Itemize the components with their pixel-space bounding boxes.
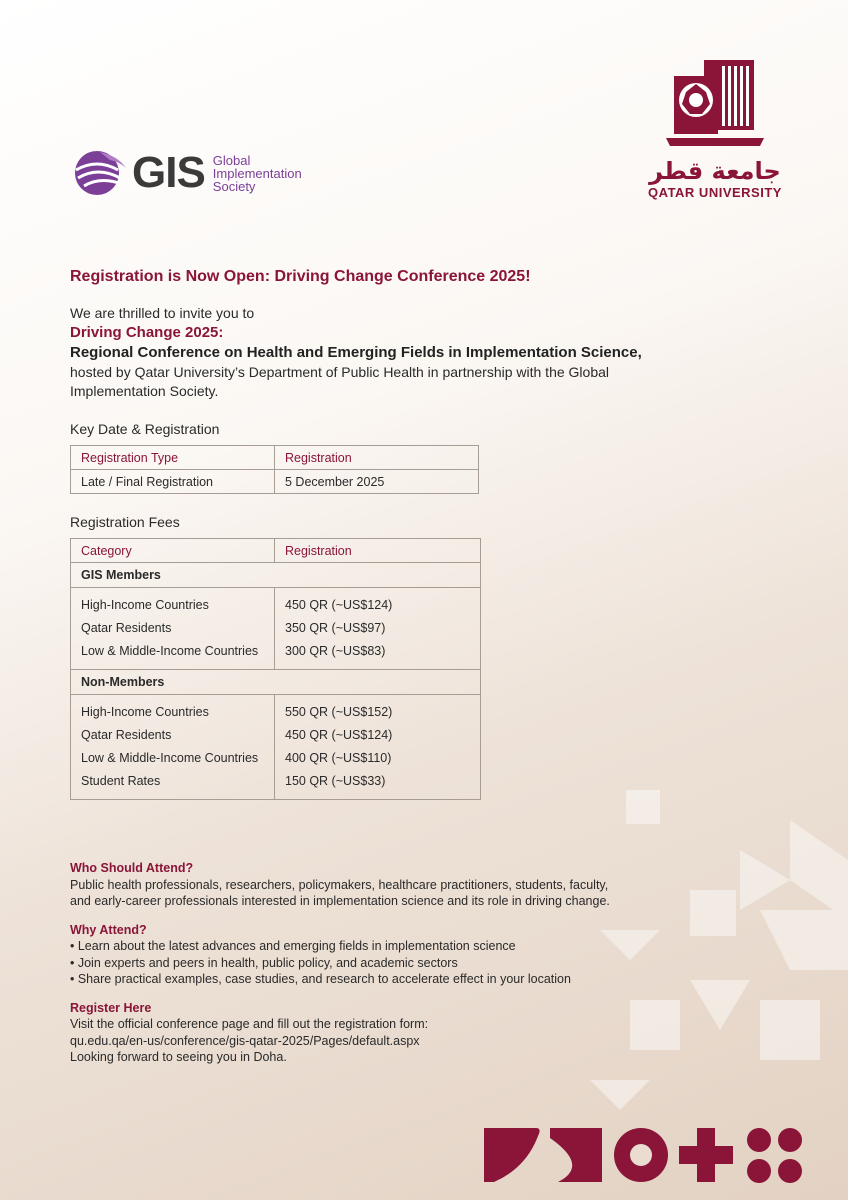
gis-full-name: Global Implementation Society [212, 152, 302, 194]
category: Qatar Residents [81, 728, 172, 742]
table-row [71, 588, 481, 670]
registration-date: 5 December 2025 [275, 470, 479, 494]
register-section [70, 1000, 670, 1066]
conference-name: Driving Change 2025: [70, 324, 224, 341]
table-header: Registration [275, 446, 479, 470]
main-content [70, 268, 650, 800]
who-section [70, 860, 670, 910]
why-section [70, 922, 670, 988]
conference-subtitle: Regional Conference on Health and Emerging Fields in Implementation Science, [70, 344, 642, 361]
category: High-Income Countries [81, 598, 209, 612]
group-row-non-members [71, 670, 481, 695]
fee: 150 QR (~US$33) [285, 774, 386, 788]
category-cell [71, 588, 275, 670]
fees-label: Registration Fees [70, 514, 180, 530]
key-dates-label: Key Date & Registration [70, 421, 220, 437]
who-line: and early-career professionals interested in implementation science and its role in driving change. [70, 894, 610, 908]
qatar-university-logo [640, 56, 790, 200]
category: Low & Middle-Income Countries [81, 644, 259, 658]
fee: 550 QR (~US$152) [285, 705, 393, 719]
table-header-row [71, 539, 481, 563]
fee: 300 QR (~US$83) [285, 644, 386, 658]
register-instruction: Visit the official conference page and fill out the registration form: [70, 1017, 429, 1031]
fee: 400 QR (~US$110) [285, 751, 392, 765]
why-bullet: • Learn about the latest advances and emerging fields in implementation science [70, 939, 516, 953]
who-heading: Who Should Attend? [70, 861, 194, 875]
category: Student Rates [81, 774, 161, 788]
qu-arabic-name: جامعة قطر [649, 157, 781, 185]
fee: 450 QR (~US$124) [285, 728, 393, 742]
info-sections [70, 860, 670, 1078]
registration-type: Late / Final Registration [71, 470, 275, 494]
page-headline: Registration is Now Open: Driving Change Conference 2025! [70, 268, 531, 285]
why-bullet: • Share practical examples, case studies, and research to accelerate effect in your location [70, 972, 571, 986]
table-header-row [71, 446, 479, 470]
why-bullet: • Join experts and peers in health, public policy, and academic sectors [70, 955, 458, 970]
group-row-members [71, 563, 481, 588]
gis-logo [70, 148, 302, 198]
category: Qatar Residents [81, 621, 172, 635]
globe-icon [70, 148, 128, 198]
table-row [71, 470, 479, 494]
register-heading: Register Here [70, 1000, 152, 1015]
intro-text: We are thrilled to invite you to [70, 305, 255, 321]
category: Low & Middle-Income Countries [81, 751, 259, 765]
fees-table [70, 538, 481, 800]
register-url-link[interactable]: qu.edu.qa/en-us/conference/gis-qatar-2025/Pages/default.aspx [70, 1033, 420, 1048]
decorative-pattern [590, 780, 848, 1120]
group-label: Non-Members [71, 670, 481, 695]
who-line: Public health professionals, researchers, policymakers, healthcare practitioners, students, faculty, [70, 877, 609, 892]
fee: 450 QR (~US$124) [285, 598, 393, 612]
why-heading: Why Attend? [70, 922, 147, 937]
category: High-Income Countries [81, 705, 209, 719]
key-dates-table [70, 445, 479, 494]
qu-emblem-icon [660, 56, 770, 148]
hosted-by-text: hosted by Qatar University’s Department of Public Health in partnership with the Global Implementation Society. [70, 364, 610, 399]
group-label: GIS Members [71, 563, 481, 588]
table-header: Registration [275, 539, 481, 563]
fee-cell [275, 588, 481, 670]
closing-text: Looking forward to seeing you in Doha. [70, 1050, 287, 1064]
driving-change-logo [484, 1126, 808, 1186]
table-row [71, 695, 481, 800]
fee-cell [275, 695, 481, 800]
category-cell [71, 695, 275, 800]
qu-english-name: QATAR UNIVERSITY [648, 185, 782, 200]
table-header: Category [71, 539, 275, 563]
gis-wordmark: GIS [132, 148, 205, 197]
fee: 350 QR (~US$97) [285, 621, 386, 635]
table-header: Registration Type [71, 446, 275, 470]
